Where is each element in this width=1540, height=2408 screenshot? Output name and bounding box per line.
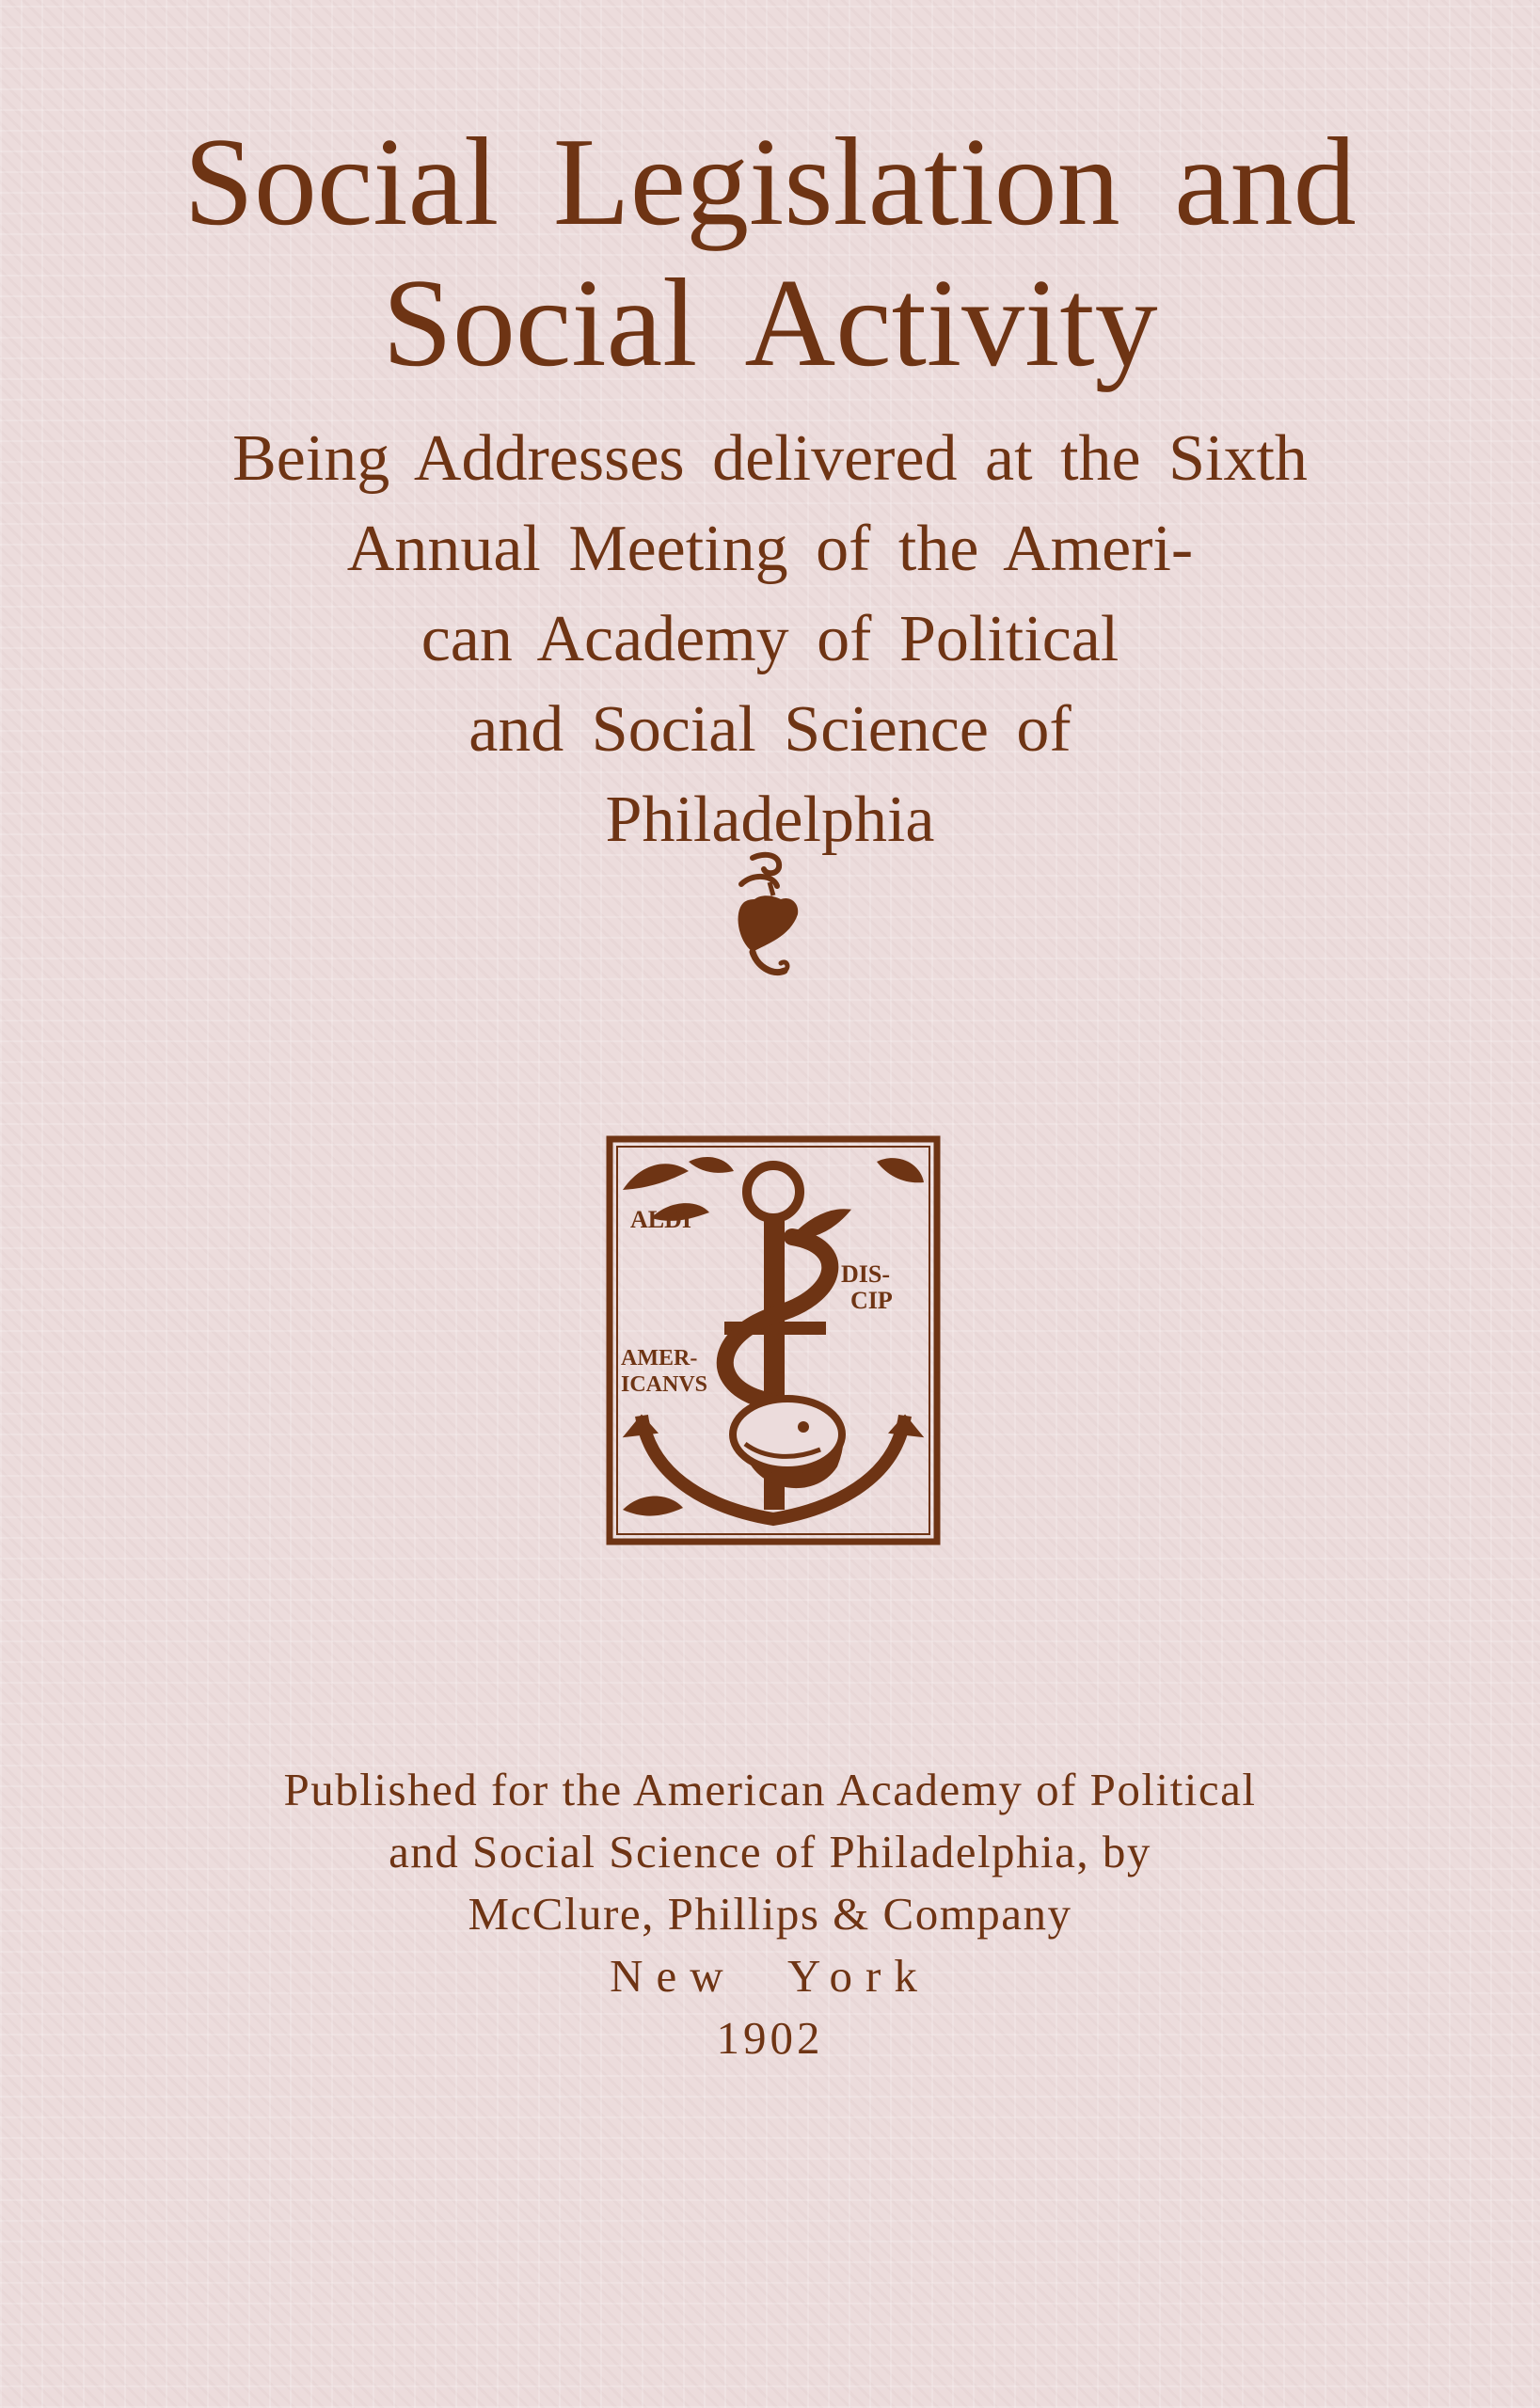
aldine-anchor-dolphin-icon: [604, 1133, 943, 1547]
imprint-line-1: Published for the American Academy of Political: [283, 1764, 1257, 1815]
imprint-year: 1902: [716, 2012, 824, 2064]
subtitle-line-2: Annual Meeting of the Ameri-: [346, 513, 1194, 585]
imprint-city: New York: [610, 1950, 930, 2002]
book-title: [0, 111, 1540, 393]
publisher-imprint: [0, 1759, 1540, 2069]
imprint-line-3: McClure, Phillips & Company: [468, 1888, 1072, 1940]
book-title-line-2: Social Activity: [382, 253, 1158, 392]
subtitle-line-4: and Social Science of: [468, 693, 1072, 766]
subtitle-line-1: Being Addresses delivered at the Sixth: [232, 422, 1308, 495]
device-text-americanus-1: AMER-: [621, 1346, 698, 1370]
book-subtitle: [0, 414, 1540, 865]
subtitle-line-5: Philadelphia: [605, 784, 935, 856]
imprint-line-2: and Social Science of Philadelphia, by: [389, 1826, 1151, 1877]
subtitle-line-3: can Academy of Political: [421, 603, 1119, 675]
device-text-discip-1: DIS-: [841, 1260, 891, 1288]
device-text-discip-2: CIP: [850, 1287, 893, 1314]
leaf-fleuron-icon: [724, 847, 818, 988]
device-text-americanus-2: ICANVS: [621, 1372, 708, 1397]
device-text-aldi: ALDI: [630, 1206, 692, 1233]
book-title-line-1: Social Legislation and: [183, 112, 1357, 251]
